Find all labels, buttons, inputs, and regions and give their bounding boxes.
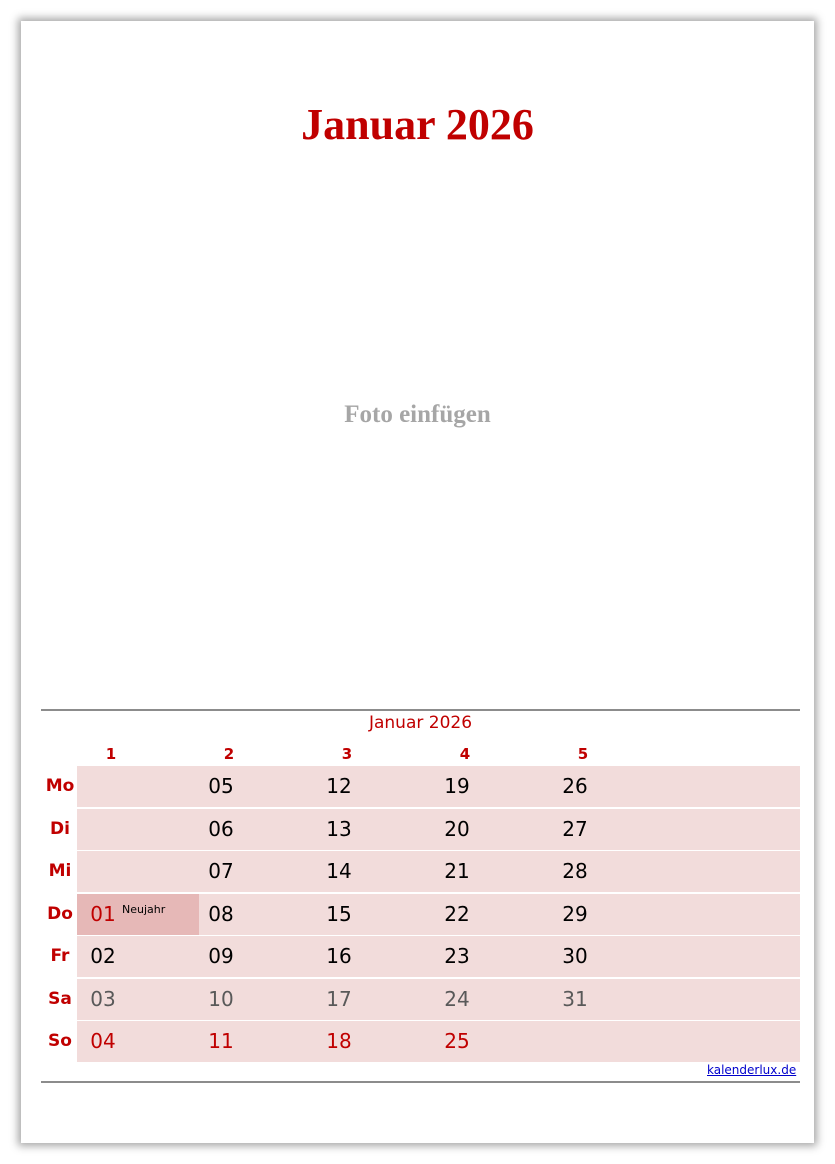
calendar-page (21, 21, 814, 1143)
calendar-day: 14 (326, 859, 352, 883)
week-number: 1 (105, 745, 117, 763)
calendar-day: 26 (562, 774, 588, 798)
calendar-day: 15 (326, 902, 352, 926)
weekday-label-fr: Fr (50, 946, 70, 966)
week-number: 4 (459, 745, 471, 763)
calendar-day: 30 (562, 944, 588, 968)
calendar-day: 07 (208, 859, 234, 883)
weekday-label-do: Do (47, 904, 73, 924)
calendar-day: 13 (326, 817, 352, 841)
footer-link[interactable]: kalenderlux.de (707, 1063, 797, 1077)
calendar-day: 16 (326, 944, 352, 968)
calendar-day-saturday: 24 (444, 987, 470, 1011)
calendar-day: 05 (208, 774, 234, 798)
calendar-day: 06 (208, 817, 234, 841)
calendar-bottom-divider (41, 1081, 800, 1083)
calendar-day-saturday: 03 (90, 987, 116, 1011)
weekday-label-sa: Sa (48, 989, 72, 1009)
calendar-top-divider (41, 709, 800, 711)
calendar-day: 21 (444, 859, 470, 883)
calendar-day-sunday: 04 (90, 1029, 116, 1053)
calendar-day: 09 (208, 944, 234, 968)
week-number: 2 (223, 745, 235, 763)
calendar-day-sunday: 18 (326, 1029, 352, 1053)
weekday-label-mo: Mo (45, 776, 75, 796)
week-number: 3 (341, 745, 353, 763)
calendar-day-saturday: 17 (326, 987, 352, 1011)
calendar-day: 19 (444, 774, 470, 798)
calendar-day-sunday: 11 (208, 1029, 234, 1053)
calendar-day: 28 (562, 859, 588, 883)
calendar-day-sunday: 25 (444, 1029, 470, 1053)
calendar-day: 12 (326, 774, 352, 798)
weekday-label-mi: Mi (48, 861, 72, 881)
calendar-day: 08 (208, 902, 234, 926)
calendar-day-holiday: 01 (90, 902, 116, 926)
calendar-day: 23 (444, 944, 470, 968)
calendar-month-label: Januar 2026 (368, 713, 473, 733)
weekday-label-di: Di (50, 819, 70, 839)
page-title: Januar 2026 (301, 100, 534, 149)
weekday-label-so: So (48, 1031, 72, 1051)
calendar-day-saturday: 31 (562, 987, 588, 1011)
calendar-day-saturday: 10 (208, 987, 234, 1011)
holiday-name: Neujahr (122, 903, 166, 916)
calendar-day: 02 (90, 944, 116, 968)
photo-placeholder[interactable]: Foto einfügen (344, 401, 491, 428)
week-number: 5 (577, 745, 589, 763)
calendar-day: 27 (562, 817, 588, 841)
calendar-day: 20 (444, 817, 470, 841)
calendar-day: 22 (444, 902, 470, 926)
calendar-day: 29 (562, 902, 588, 926)
